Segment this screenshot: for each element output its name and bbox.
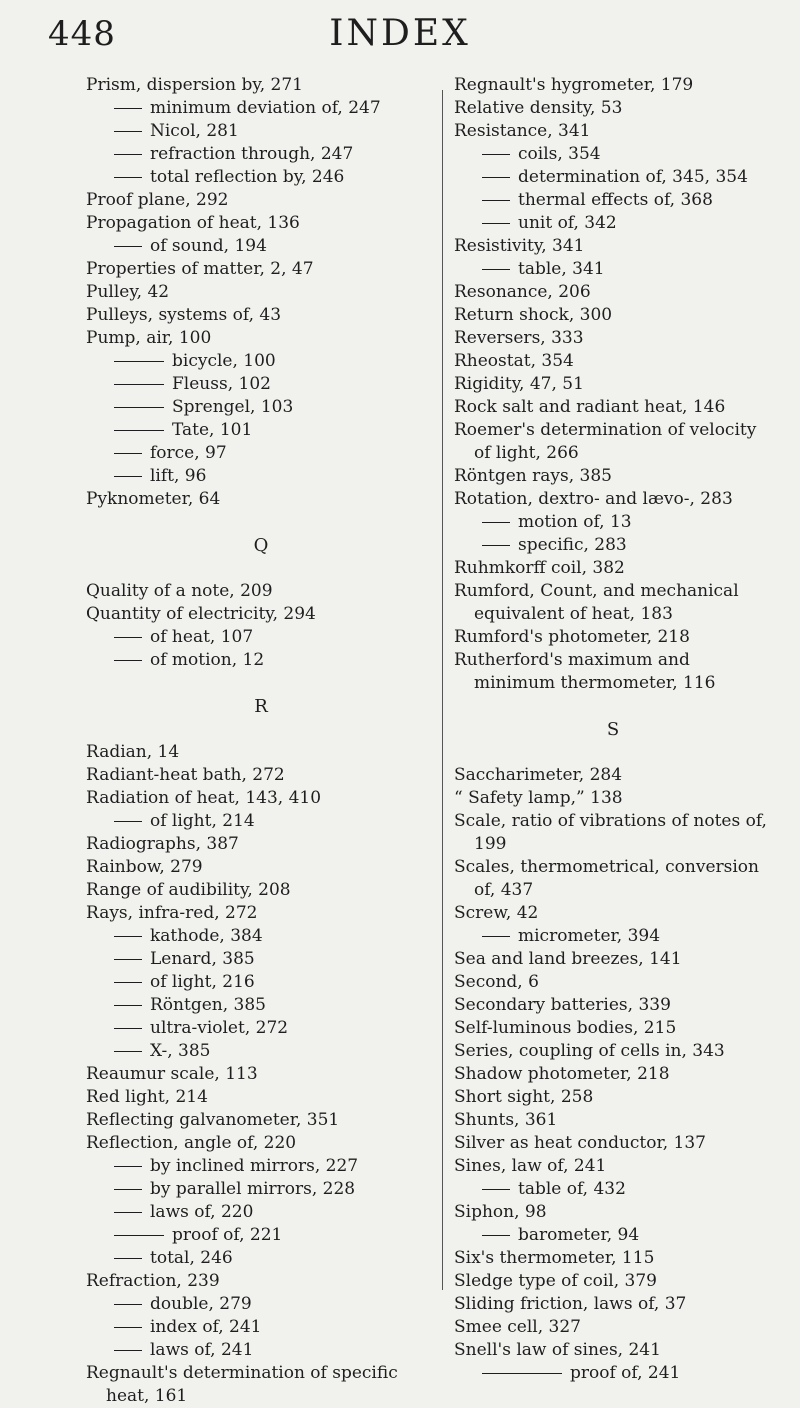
- section-letter: S: [606, 719, 620, 740]
- entry-text: coils, 354: [518, 144, 601, 164]
- entry-text: Self-luminous bodies, 215: [454, 1018, 677, 1038]
- index-entry: [86, 281, 436, 304]
- entry-text: by parallel mirrors, 228: [150, 1179, 356, 1199]
- entry-text: double, 279: [150, 1294, 252, 1314]
- index-subentry: [454, 925, 772, 948]
- index-entry: [86, 1270, 436, 1293]
- ditto-dash: [482, 1235, 510, 1236]
- index-entry: [454, 396, 772, 419]
- index-entry: [86, 764, 436, 787]
- ditto-dash: [114, 959, 142, 960]
- index-subentry: [86, 396, 436, 419]
- entry-text: Sea and land breezes, 141: [454, 949, 682, 969]
- index-entry: [86, 879, 436, 902]
- entry-text: “ Safety lamp,” 138: [454, 788, 623, 808]
- entry-text: Reaumur scale, 113: [86, 1064, 258, 1084]
- ditto-dash: [114, 430, 164, 431]
- entry-text: Pump, air, 100: [86, 328, 212, 348]
- index-subentry: [86, 1017, 436, 1040]
- index-entry: [454, 120, 772, 143]
- index-entry: [454, 787, 772, 810]
- index-entry: [86, 787, 436, 810]
- index-subentry: [86, 925, 436, 948]
- entry-text: Sliding friction, laws of, 37: [454, 1294, 687, 1314]
- index-entry: [454, 810, 772, 856]
- index-subentry: [454, 1362, 772, 1385]
- entry-text: Siphon, 98: [454, 1202, 547, 1222]
- index-subentry: [454, 511, 772, 534]
- ditto-dash: [114, 108, 142, 109]
- index-subentry: [86, 1247, 436, 1270]
- index-subentry: [86, 994, 436, 1017]
- index-entry: [454, 1017, 772, 1040]
- index-entry: [86, 741, 436, 764]
- index-entry: [454, 1316, 772, 1339]
- entry-text: total reflection by, 246: [150, 167, 345, 187]
- ditto-dash: [114, 1166, 142, 1167]
- entry-text: table of, 432: [518, 1179, 626, 1199]
- ditto-dash: [114, 476, 142, 477]
- entry-text: of light, 214: [150, 811, 255, 831]
- entry-text: Prism, dispersion by, 271: [86, 75, 303, 95]
- index-entry: [454, 948, 772, 971]
- index-entry: [86, 258, 436, 281]
- index-subentry: [86, 350, 436, 373]
- ditto-dash: [114, 821, 142, 822]
- index-entry: [454, 1086, 772, 1109]
- entry-text: Rotation, dextro- and lævo-, 283: [454, 489, 733, 509]
- entry-text: Sprengel, 103: [172, 397, 294, 417]
- index-column-right: [454, 74, 772, 1385]
- entry-text: Relative density, 53: [454, 98, 623, 118]
- index-subentry: [86, 442, 436, 465]
- entry-text: minimum deviation of, 247: [150, 98, 381, 118]
- index-subentry: [86, 810, 436, 833]
- index-entry: [454, 1040, 772, 1063]
- ditto-dash: [114, 660, 142, 661]
- index-entry: [454, 856, 772, 902]
- index-entry: [454, 327, 772, 350]
- index-subentry: [86, 120, 436, 143]
- entry-text: Sledge type of coil, 379: [454, 1271, 657, 1291]
- entry-text: laws of, 220: [150, 1202, 254, 1222]
- index-subentry: [86, 948, 436, 971]
- entry-text: Scale, ratio of vibrations of notes of, 199: [454, 811, 767, 854]
- ditto-dash: [482, 545, 510, 546]
- section-letter: R: [254, 696, 268, 717]
- index-subentry: [86, 1201, 436, 1224]
- index-subentry: [454, 212, 772, 235]
- entry-text: Range of audibility, 208: [86, 880, 291, 900]
- index-entry: [454, 580, 772, 626]
- page-number: 448: [48, 14, 116, 54]
- index-entry: [86, 580, 436, 603]
- entry-text: Second, 6: [454, 972, 539, 992]
- entry-text: Secondary batteries, 339: [454, 995, 671, 1015]
- entry-text: unit of, 342: [518, 213, 617, 233]
- entry-text: Rheostat, 354: [454, 351, 574, 371]
- index-entry: [454, 649, 772, 695]
- index-entry: [86, 1086, 436, 1109]
- entry-text: of light, 216: [150, 972, 255, 992]
- ditto-dash: [114, 1051, 142, 1052]
- entry-text: force, 97: [150, 443, 227, 463]
- entry-text: Return shock, 300: [454, 305, 613, 325]
- ditto-dash: [482, 936, 510, 937]
- ditto-dash: [114, 1258, 142, 1259]
- entry-text: Proof plane, 292: [86, 190, 229, 210]
- index-subentry: [86, 1155, 436, 1178]
- entry-text: motion of, 13: [518, 512, 632, 532]
- entry-text: proof of, 241: [570, 1363, 681, 1383]
- entry-text: table, 341: [518, 259, 605, 279]
- entry-text: Six's thermometer, 115: [454, 1248, 655, 1268]
- index-entry: [454, 1132, 772, 1155]
- entry-text: Smee cell, 327: [454, 1317, 582, 1337]
- index-entry: [86, 74, 436, 97]
- entry-text: Silver as heat conductor, 137: [454, 1133, 706, 1153]
- index-subentry: [454, 258, 772, 281]
- ditto-dash: [114, 1212, 142, 1213]
- entry-text: Shadow photometer, 218: [454, 1064, 670, 1084]
- ditto-dash: [482, 522, 510, 523]
- index-entry: [86, 856, 436, 879]
- index-entry: [454, 97, 772, 120]
- entry-text: Ruhmkorff coil, 382: [454, 558, 625, 578]
- entry-text: Pulley, 42: [86, 282, 170, 302]
- entry-text: Rumford's photometer, 218: [454, 627, 690, 647]
- index-subentry: [86, 143, 436, 166]
- ditto-dash: [482, 177, 510, 178]
- index-entry: [454, 1063, 772, 1086]
- entry-text: Pyknometer, 64: [86, 489, 221, 509]
- entry-text: of sound, 194: [150, 236, 267, 256]
- page-header: [0, 10, 800, 58]
- entry-text: Radiation of heat, 143, 410: [86, 788, 322, 808]
- index-entry: [454, 902, 772, 925]
- entry-text: micrometer, 394: [518, 926, 661, 946]
- index-entry: [454, 74, 772, 97]
- index-subentry: [86, 1293, 436, 1316]
- entry-text: specific, 283: [518, 535, 627, 555]
- index-entry: [86, 189, 436, 212]
- ditto-dash: [114, 1327, 142, 1328]
- index-subentry: [86, 235, 436, 258]
- ditto-dash: [114, 453, 142, 454]
- index-entry: [86, 304, 436, 327]
- index-entry: [454, 465, 772, 488]
- entry-text: Pulleys, systems of, 43: [86, 305, 282, 325]
- index-entry: [454, 971, 772, 994]
- index-entry: [454, 488, 772, 511]
- index-entry: [86, 212, 436, 235]
- entry-text: bicycle, 100: [172, 351, 276, 371]
- index-subentry: [454, 166, 772, 189]
- ditto-dash: [114, 1028, 142, 1029]
- ditto-dash: [114, 246, 142, 247]
- index-subentry: [86, 97, 436, 120]
- entry-text: Rainbow, 279: [86, 857, 203, 877]
- index-entry: [454, 1293, 772, 1316]
- ditto-dash: [114, 637, 142, 638]
- entry-text: Radian, 14: [86, 742, 180, 762]
- entry-text: Red light, 214: [86, 1087, 208, 1107]
- index-entry: [86, 1063, 436, 1086]
- entry-text: Rigidity, 47, 51: [454, 374, 584, 394]
- entry-text: thermal effects of, 368: [518, 190, 713, 210]
- index-subentry: [454, 1178, 772, 1201]
- index-entry: [454, 1155, 772, 1178]
- entry-text: total, 246: [150, 1248, 233, 1268]
- index-entry: [86, 603, 436, 626]
- ditto-dash: [114, 936, 142, 937]
- section-letter: Q: [253, 535, 269, 556]
- entry-text: proof of, 221: [172, 1225, 283, 1245]
- entry-text: Resonance, 206: [454, 282, 591, 302]
- index-subentry: [86, 1224, 436, 1247]
- page-title: INDEX: [329, 13, 471, 54]
- index-entry: [454, 373, 772, 396]
- entry-text: Nicol, 281: [150, 121, 239, 141]
- entry-text: Resistivity, 341: [454, 236, 585, 256]
- ditto-dash: [114, 131, 142, 132]
- entry-text: Tate, 101: [172, 420, 253, 440]
- entry-text: Radiographs, 387: [86, 834, 239, 854]
- entry-text: Fleuss, 102: [172, 374, 271, 394]
- entry-text: X-, 385: [150, 1041, 211, 1061]
- index-column-left: [86, 74, 436, 1408]
- entry-text: Radiant-heat bath, 272: [86, 765, 285, 785]
- index-entry: [454, 1339, 772, 1362]
- ditto-dash: [114, 1350, 142, 1351]
- entry-text: lift, 96: [150, 466, 207, 486]
- entry-text: of motion, 12: [150, 650, 265, 670]
- entry-text: Quality of a note, 209: [86, 581, 273, 601]
- entry-text: Rays, infra-red, 272: [86, 903, 258, 923]
- index-entry: [454, 1201, 772, 1224]
- entry-text: Rock salt and radiant heat, 146: [454, 397, 726, 417]
- index-subentry: [454, 189, 772, 212]
- entry-text: Sines, law of, 241: [454, 1156, 607, 1176]
- index-entry: [86, 488, 436, 511]
- index-subentry: [86, 1178, 436, 1201]
- index-subentry: [454, 143, 772, 166]
- index-entry: [454, 764, 772, 787]
- index-subentry: [454, 1224, 772, 1247]
- index-entry: [454, 557, 772, 580]
- entry-text: Refraction, 239: [86, 1271, 220, 1291]
- ditto-dash: [114, 982, 142, 983]
- entry-text: Röntgen, 385: [150, 995, 266, 1015]
- ditto-dash: [482, 223, 510, 224]
- index-entry: [454, 1247, 772, 1270]
- ditto-dash: [114, 154, 142, 155]
- entry-text: Series, coupling of cells in, 343: [454, 1041, 725, 1061]
- index-entry: [454, 281, 772, 304]
- entry-text: Saccharimeter, 284: [454, 765, 623, 785]
- ditto-dash: [114, 1235, 164, 1236]
- index-entry: [454, 1109, 772, 1132]
- index-subentry: [86, 419, 436, 442]
- ditto-dash: [114, 1005, 142, 1006]
- index-subentry: [454, 534, 772, 557]
- index-entry: [454, 235, 772, 258]
- entry-text: Shunts, 361: [454, 1110, 558, 1130]
- index-subentry: [86, 1040, 436, 1063]
- ditto-dash: [482, 269, 510, 270]
- ditto-dash: [114, 407, 164, 408]
- index-entry: [86, 327, 436, 350]
- entry-text: by inclined mirrors, 227: [150, 1156, 359, 1176]
- entry-text: Regnault's hygrometer, 179: [454, 75, 694, 95]
- entry-text: ultra-violet, 272: [150, 1018, 289, 1038]
- index-entry: [86, 833, 436, 856]
- column-divider: [442, 90, 443, 1290]
- entry-text: Scales, thermometrical, conversion of, 437: [454, 857, 759, 900]
- entry-text: Properties of matter, 2, 47: [86, 259, 314, 279]
- entry-text: Roemer's determination of velocity of light, 266: [454, 420, 757, 463]
- entry-text: barometer, 94: [518, 1225, 640, 1245]
- index-entry: [454, 350, 772, 373]
- entry-text: Lenard, 385: [150, 949, 255, 969]
- entry-text: Reflection, angle of, 220: [86, 1133, 297, 1153]
- entry-text: Quantity of electricity, 294: [86, 604, 316, 624]
- index-entry: [454, 1270, 772, 1293]
- entry-text: of heat, 107: [150, 627, 254, 647]
- entry-text: Rumford, Count, and mechanical equivalent of heat, 183: [454, 581, 739, 624]
- entry-text: Reflecting galvanometer, 351: [86, 1110, 340, 1130]
- ditto-dash: [482, 154, 510, 155]
- index-subentry: [86, 626, 436, 649]
- index-subentry: [86, 649, 436, 672]
- entry-text: Regnault's determination of specific heat, 161: [86, 1363, 398, 1406]
- index-entry: [86, 1132, 436, 1155]
- index-subentry: [86, 465, 436, 488]
- entry-text: determination of, 345, 354: [518, 167, 748, 187]
- index-entry: [454, 304, 772, 327]
- ditto-dash: [114, 384, 164, 385]
- index-subentry: [86, 1339, 436, 1362]
- ditto-dash: [114, 361, 164, 362]
- entry-text: Short sight, 258: [454, 1087, 594, 1107]
- entry-text: laws of, 241: [150, 1340, 254, 1360]
- entry-text: Propagation of heat, 136: [86, 213, 300, 233]
- entry-text: Screw, 42: [454, 903, 539, 923]
- index-entry: [454, 626, 772, 649]
- entry-text: Snell's law of sines, 241: [454, 1340, 661, 1360]
- ditto-dash: [482, 1373, 562, 1374]
- index-subentry: [86, 166, 436, 189]
- ditto-dash: [114, 177, 142, 178]
- index-subentry: [86, 971, 436, 994]
- index-entry: [86, 1109, 436, 1132]
- index-subentry: [86, 373, 436, 396]
- index-subentry: [86, 1316, 436, 1339]
- index-entry: [454, 994, 772, 1017]
- ditto-dash: [114, 1304, 142, 1305]
- ditto-dash: [482, 1189, 510, 1190]
- index-entry: [86, 1362, 436, 1408]
- entry-text: Rutherford's maximum and minimum thermometer, 116: [454, 650, 716, 693]
- entry-text: refraction through, 247: [150, 144, 354, 164]
- index-entry: [454, 419, 772, 465]
- ditto-dash: [482, 200, 510, 201]
- entry-text: Resistance, 341: [454, 121, 591, 141]
- ditto-dash: [114, 1189, 142, 1190]
- entry-text: index of, 241: [150, 1317, 262, 1337]
- index-entry: [86, 902, 436, 925]
- entry-text: kathode, 384: [150, 926, 263, 946]
- entry-text: Reversers, 333: [454, 328, 584, 348]
- entry-text: Röntgen rays, 385: [454, 466, 612, 486]
